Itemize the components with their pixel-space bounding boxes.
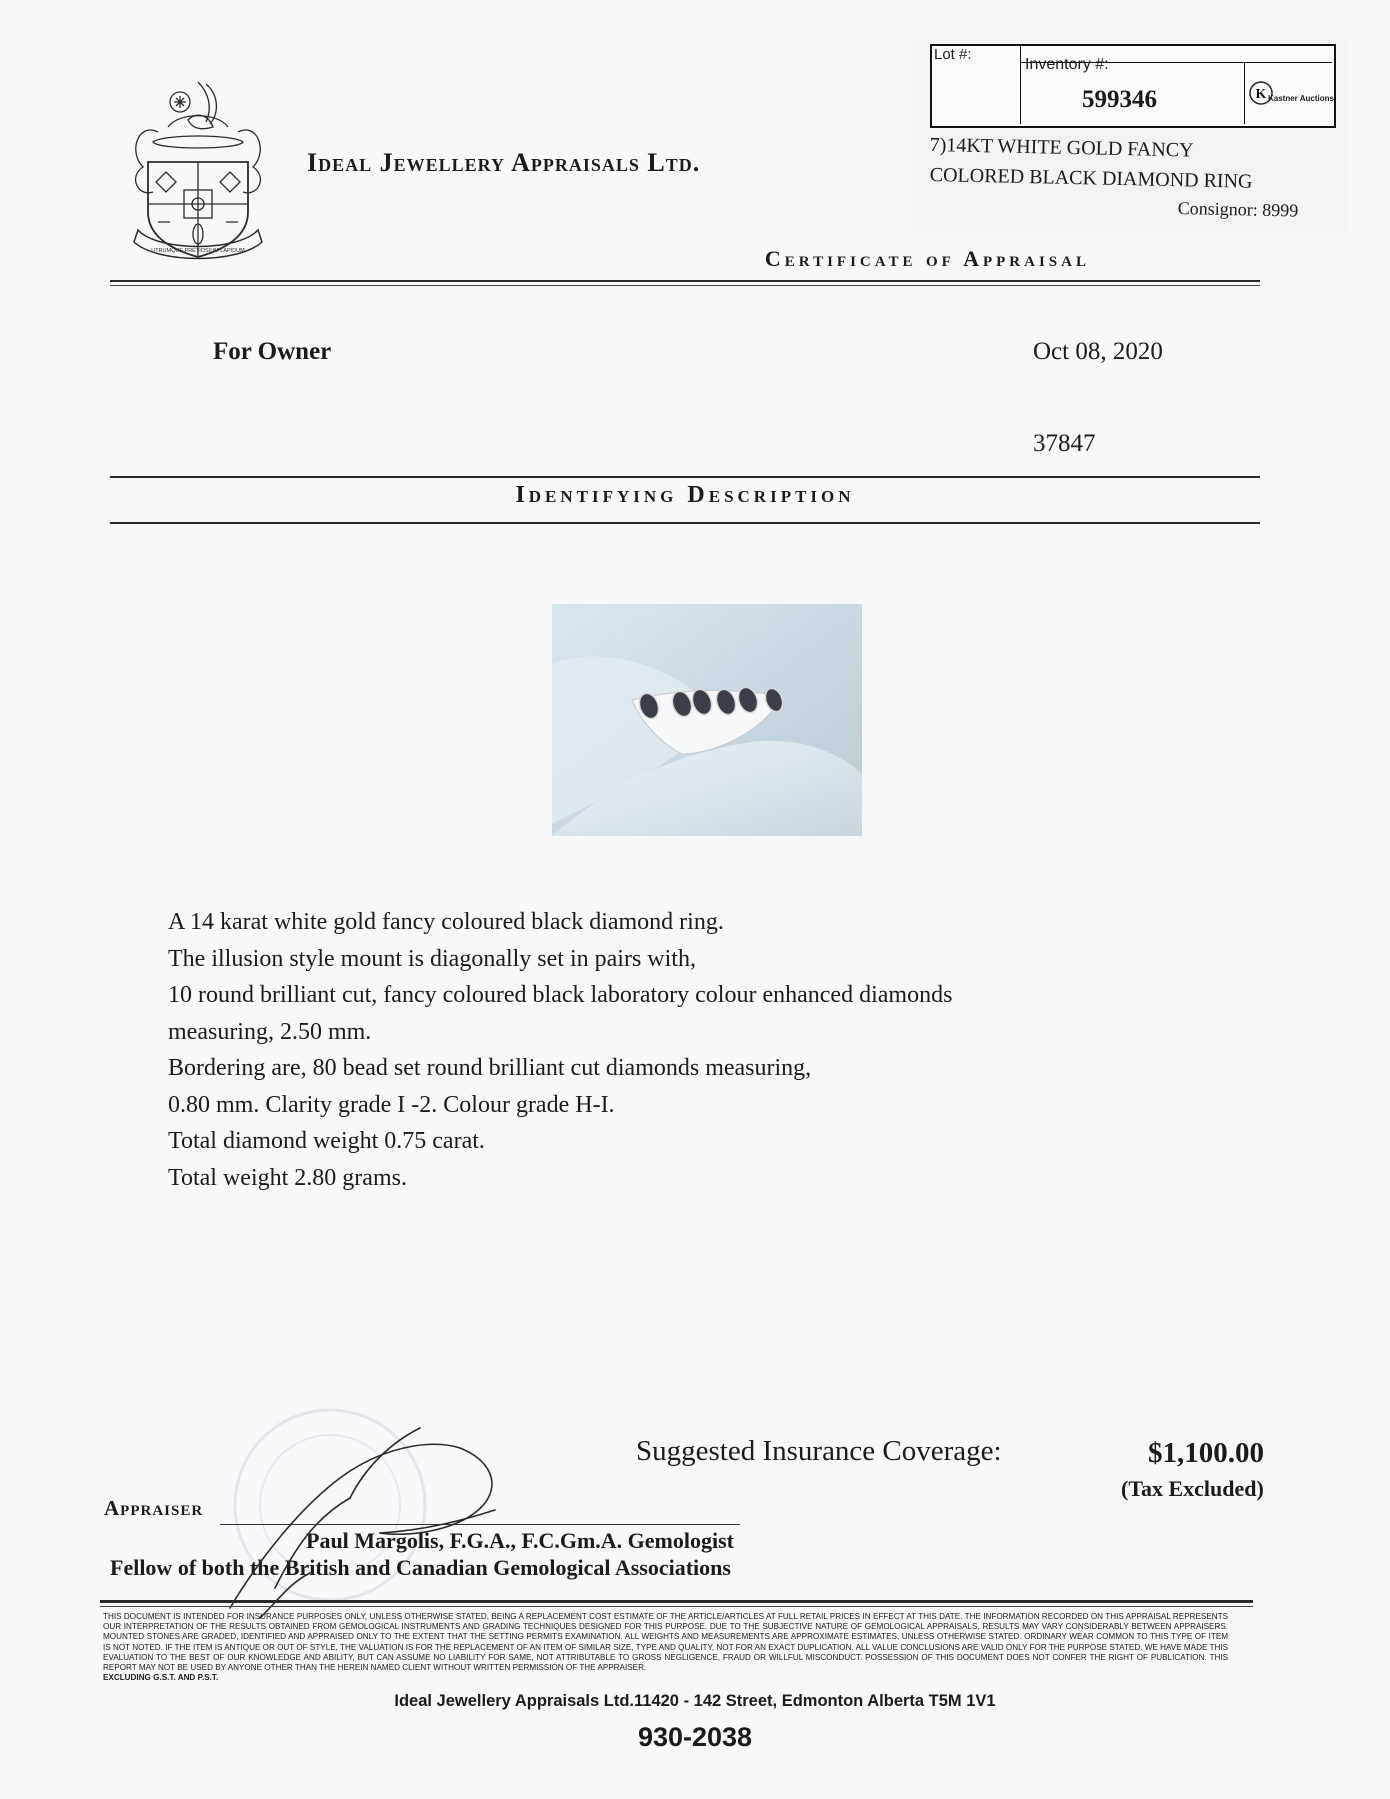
description-line: Bordering are, 80 bead set round brilliant cut diamonds measuring, <box>168 1055 812 1081</box>
sticker-description-line: 7)14KT WHITE GOLD FANCY <box>929 134 1194 162</box>
description-line: A 14 karat white gold fancy coloured black diamond ring. <box>168 909 724 935</box>
owner-label: For Owner <box>213 338 332 365</box>
lot-label: Lot #: <box>934 46 972 63</box>
signature-mark <box>200 1368 560 1628</box>
inventory-number: 599346 <box>1082 86 1157 113</box>
footer-phone: 930-2038 <box>637 1722 753 1752</box>
kastner-auctions-logo-icon <box>1248 70 1274 116</box>
insurance-coverage-label: Suggested Insurance Coverage: <box>636 1435 1002 1467</box>
description-line: The illusion style mount is diagonally set in pairs with, <box>168 945 696 972</box>
disclaimer-body: THIS DOCUMENT IS INTENDED FOR INSURANCE PURPOSES ONLY, UNLESS OTHERWISE STATED, BEING A REPLACEMENT COST ESTIMATE OF THE ARTICLE/ARTICLES AT FULL RETAIL PRICES IN EFFECT AT THIS DATE. THE INFORMATION RECORDED ON THIS APPRAISAL REPRESENTS OUR INTERPRETATION OF THE RESULTS OBTAINED FROM GEMOLOGICAL INSTRUMENTS AND GRADING TECHNIQUES DESIGNED FOR THIS PURPOSE. DUE TO THE SUBJECTIVE NATURE OF GEMOLOGICAL APPRAISALS, RESULTS MAY VARY CONSIDERABLY BETWEEN APPRAISERS. MOUNTED STONES ARE GRADED, IDENTIFIED AND APPRAISED ONLY TO THE EXTENT THAT THE SETTING PERMITS EXAMINATION. ALL WEIGHTS AND MEASUREMENTS ARE APPROXIMATE ESTIMATES, UNLESS OTHERWISE STATED. ORDINARY WEAR COMMON TO THIS TYPE OF ITEM IS NOT NOTED. IF THE ITEM IS ANTIQUE OR OUT OF STYLE, THE VALUATION IS FOR THE REPLACEMENT OF AN ITEM OF SIMILAR SIZE, TYPE AND QUALITY, NOT FOR AN EXACT DUPLICATION. ALL VALUE CONCLUSIONS ARE VALID ONLY FOR THE PURPOSE STATED. WE HAVE MADE THIS EVALUATION TO THE BEST OF OUR KNOWLEDGE AND ABILITY, BUT CAN ASSUME NO LIABILITY FOR SAME, NOT ATTRIBUTABLE TO GROSS NEGLIGENCE, FRAUD OR WILLFUL MISCONDUCT. POSSESSION OF THIS DOCUMENT DOES NOT CONFER THE RIGHT OF PUBLICATION. THIS REPORT MAY NOT BE USED BY ANYONE OTHER THAN THE HEREIN NAMED CLIENT WITHOUT WRITTEN PERMISSION OF THE APPRAISER. <box>103 1611 1229 1673</box>
ring-photo <box>552 604 862 836</box>
reference-number: 37847 <box>1033 430 1096 457</box>
disclaimer-tax-note: EXCLUDING G.S.T. AND P.S.T. <box>103 1672 219 1683</box>
company-name: Ideal Jewellery Appraisals Ltd. <box>307 148 701 177</box>
divider-line <box>110 522 1260 524</box>
svg-text:UTRUMQUE PRETIOSIUM LAPIDUM: UTRUMQUE PRETIOSIUM LAPIDUM <box>151 248 245 254</box>
tax-note: (Tax Excluded) <box>1121 1476 1264 1501</box>
divider-line <box>100 1606 1253 1607</box>
description-line: measuring, 2.50 mm. <box>168 1018 372 1045</box>
description-line: Total weight 2.80 grams. <box>168 1164 407 1191</box>
sticker-description-line: COLORED BLACK DIAMOND RING <box>929 164 1253 193</box>
description-line: Total diamond weight 0.75 carat. <box>168 1128 485 1154</box>
svg-text:K: K <box>1255 87 1267 102</box>
inventory-label: Inventory #: <box>1025 56 1109 73</box>
divider-line <box>110 285 1260 286</box>
identifying-description-title: Identifying Description <box>515 482 855 508</box>
insurance-coverage-amount: $1,100.00 <box>1148 1437 1264 1469</box>
consignor-label: Consignor: 8999 <box>1177 198 1299 221</box>
description-line: 10 round brilliant cut, fancy coloured black laboratory colour enhanced diamonds <box>168 982 953 1008</box>
description-text <box>168 904 952 1196</box>
certificate-title: Certificate of Appraisal <box>764 246 1090 271</box>
appraiser-credentials: Fellow of both the British and Canadian Gemological Associations <box>110 1555 731 1580</box>
sticker-divider <box>1244 62 1245 124</box>
divider-line <box>110 280 1260 282</box>
sticker-divider <box>1020 44 1021 124</box>
divider-line <box>100 1600 1253 1603</box>
appraiser-label: Appraiser <box>104 1496 204 1520</box>
description-line: 0.80 mm. Clarity grade I -2. Colour grade H-I. <box>168 1091 615 1118</box>
disclaimer-text <box>103 1611 1228 1682</box>
footer-address: Ideal Jewellery Appraisals Ltd.11420 - 142 Street, Edmonton Alberta T5M 1V1 <box>394 1692 996 1710</box>
appraiser-name: Paul Margolis, F.G.A., F.C.Gm.A. Gemologist <box>306 1528 734 1553</box>
appraisal-date: Oct 08, 2020 <box>1033 338 1163 365</box>
auction-house-name: Kastner Auctions <box>1268 94 1334 103</box>
divider-line <box>110 476 1260 478</box>
heraldic-crest-icon <box>118 72 278 262</box>
